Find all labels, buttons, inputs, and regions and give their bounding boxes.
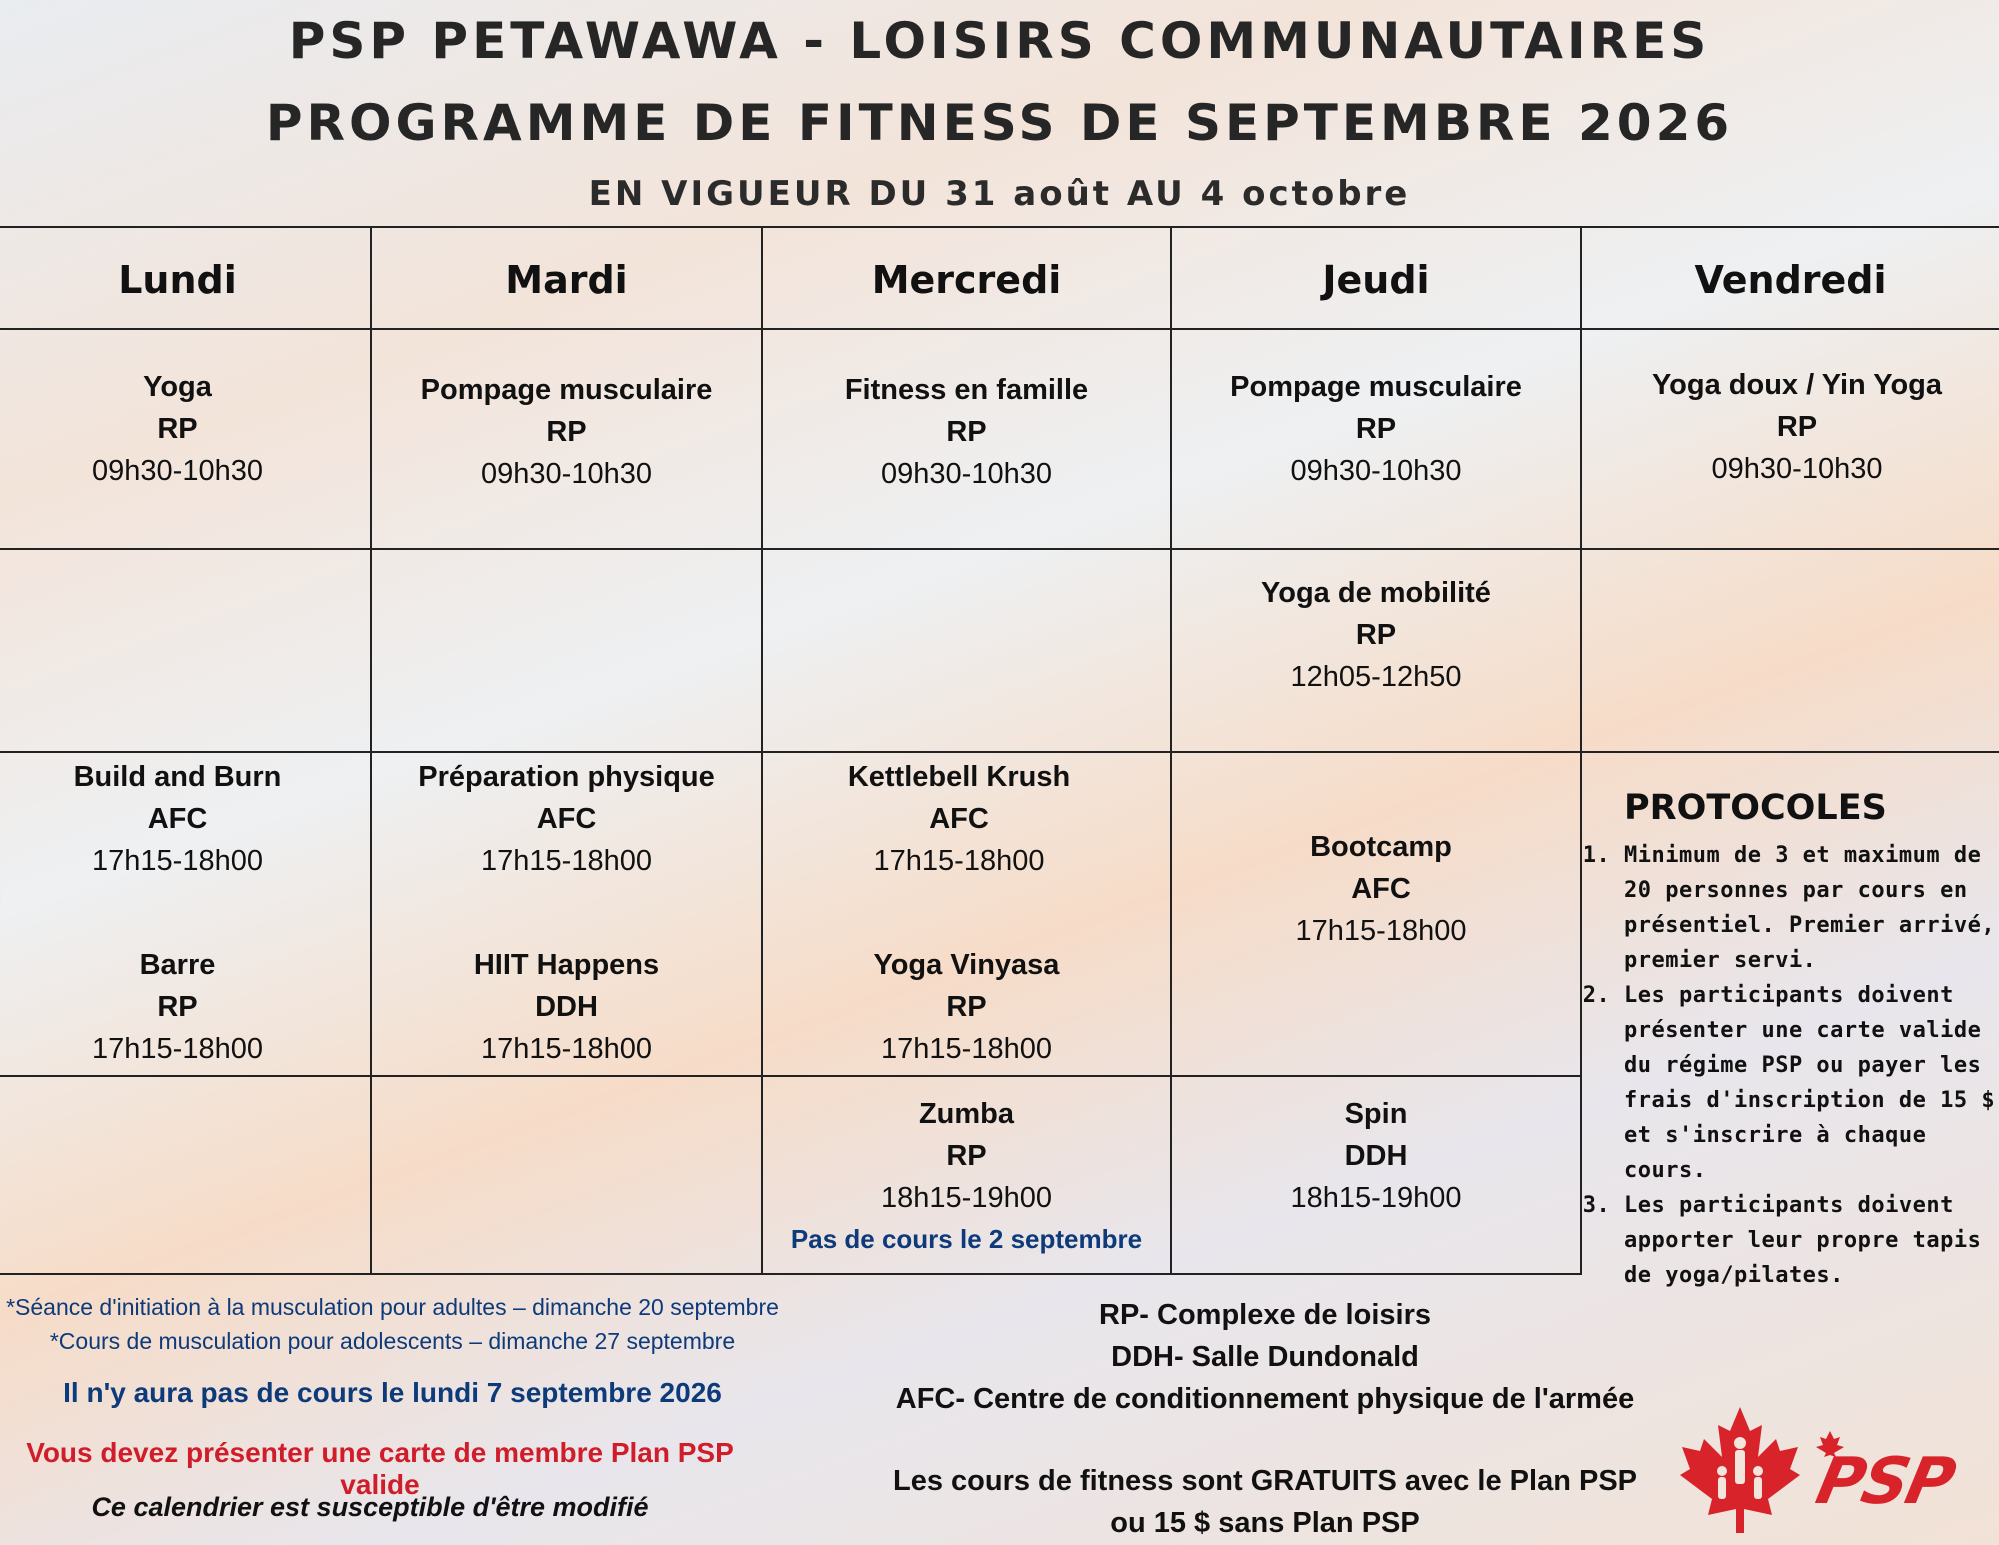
protocol-item: 1. Minimum de 3 et maximum de 20 personnes par cours en présentiel. Premier arrivé, premier servi. [1624,838,1996,978]
grid-line [0,751,1999,753]
protocol-item: 2. Les participants doivent présenter une carte valide du régime PSP ou payer les frais d'inscription de 15 $ et s'inscrire à chaque cours. [1624,978,1996,1188]
day-header-lundi: Lundi [118,258,237,302]
class-block [1172,366,1580,492]
grid-line [0,1075,1580,1077]
class-name: Yoga doux / Yin Yoga [1651,369,1943,401]
class-name: Yoga [143,371,212,403]
class-name: Fitness en famille [844,374,1089,406]
class-location: DDH [1344,1140,1408,1172]
class-time: 09h30-10h30 [1290,455,1462,487]
footnote-teens: *Cours de musculation pour adolescents – dimanche 27 septembre [49,1328,736,1354]
day-header-vendredi: Vendredi [1694,258,1887,302]
class-block [372,944,761,1070]
class-time: 09h30-10h30 [881,458,1052,490]
footnote-adults: *Séance d'initiation à la musculation pour adultes – dimanche 20 septembre [6,1294,779,1320]
page-title: PSP PETAWAWA - LOISIRS COMMUNAUTAIRES [288,12,1711,70]
class-location: AFC [147,803,208,835]
class-cancellation-note: Pas de cours le 2 septembre [790,1224,1143,1254]
member-card-notice: Vous devez présenter une carte de membre Plan PSP valide [26,1437,734,1500]
class-time: 09h30-10h30 [481,458,652,490]
day-header-mercredi: Mercredi [871,258,1062,302]
class-block [763,944,1170,1070]
class-location: RP [1776,411,1818,443]
day-header-jeudi: Jeudi [1322,258,1430,302]
grid-line [0,226,1999,228]
class-time: 18h15-19h00 [881,1182,1052,1214]
class-block [1172,572,1580,698]
class-name: Spin [1344,1098,1408,1130]
class-block [0,944,355,1070]
class-block [1582,364,1999,490]
class-name: Kettlebell Krush [847,761,1071,793]
legend-item: RP- Complexe de loisirs [1099,1299,1431,1331]
class-time: 17h15-18h00 [481,845,652,877]
location-legend [865,1294,1665,1420]
protocol-item: 3. Les participants doivent apporter leur propre tapis de yoga/pilates. [1624,1188,1996,1293]
class-time: 17h15-18h00 [881,1033,1052,1065]
class-block [763,1093,1170,1259]
protocols-list [1588,838,1996,1293]
class-location: RP [1355,619,1397,651]
class-name: Yoga Vinyasa [873,949,1060,981]
class-block [1172,826,1590,952]
class-block [763,369,1170,495]
class-location: AFC [1351,873,1411,905]
class-time: 18h15-19h00 [1290,1182,1462,1214]
protocols-title: PROTOCOLES [1624,788,1887,828]
class-name: Bootcamp [1310,831,1452,863]
class-location: RP [1355,413,1397,445]
class-block [0,756,355,882]
class-time: 17h15-18h00 [481,1033,652,1065]
class-location: DDH [535,991,598,1023]
class-block [372,756,761,882]
class-block [1172,1093,1580,1219]
psp-logo-text: PSP [1810,1445,1960,1519]
no-class-notice: Il n'y aura pas de cours le lundi 7 septembre 2026 [63,1377,722,1408]
effective-dates: EN VIGUEUR DU 31 août AU 4 octobre [588,174,1411,214]
pricing-line: ou 15 $ sans Plan PSP [1110,1507,1420,1539]
class-location: RP [946,1140,987,1172]
legend-item: DDH- Salle Dundonald [1111,1341,1419,1373]
pricing-line: Les cours de fitness sont GRATUITS avec le Plan PSP [892,1465,1638,1497]
class-time: 17h15-18h00 [873,845,1045,877]
class-name: Préparation physique [418,761,715,793]
legend-item: AFC- Centre de conditionnement physique de l'armée [895,1383,1635,1415]
class-time: 17h15-18h00 [92,1033,263,1065]
psp-logo [1680,1395,1980,1535]
class-name: Build and Burn [73,761,282,793]
class-time: 09h30-10h30 [1711,453,1883,485]
class-location: AFC [929,803,989,835]
class-location: RP [946,416,987,448]
class-name: Yoga de mobilité [1261,577,1491,609]
class-location: AFC [536,803,597,835]
class-name: Zumba [918,1098,1015,1130]
grid-line [0,1273,1580,1275]
protocols-panel [1588,788,1996,1293]
class-block [372,369,761,495]
class-location: RP [157,413,198,445]
class-location: RP [157,991,198,1023]
class-name: Barre [139,949,216,981]
day-header-mardi: Mardi [505,258,628,302]
program-title: PROGRAMME DE FITNESS DE SEPTEMBRE 2026 [265,94,1734,152]
class-location: RP [946,991,987,1023]
class-time: 09h30-10h30 [92,455,263,487]
class-name: HIIT Happens [473,949,660,981]
class-block [763,756,1155,882]
class-location: RP [546,416,587,448]
class-name: Pompage musculaire [1230,371,1522,403]
grid-line [0,548,1999,550]
pricing-note [865,1460,1665,1544]
class-time: 17h15-18h00 [1295,915,1467,947]
class-name: Pompage musculaire [420,374,713,406]
class-time: 12h05-12h50 [1290,661,1462,693]
schedule-change-notice: Ce calendrier est susceptible d'être modifié [91,1492,649,1522]
class-time: 17h15-18h00 [92,845,263,877]
class-block [0,366,355,492]
